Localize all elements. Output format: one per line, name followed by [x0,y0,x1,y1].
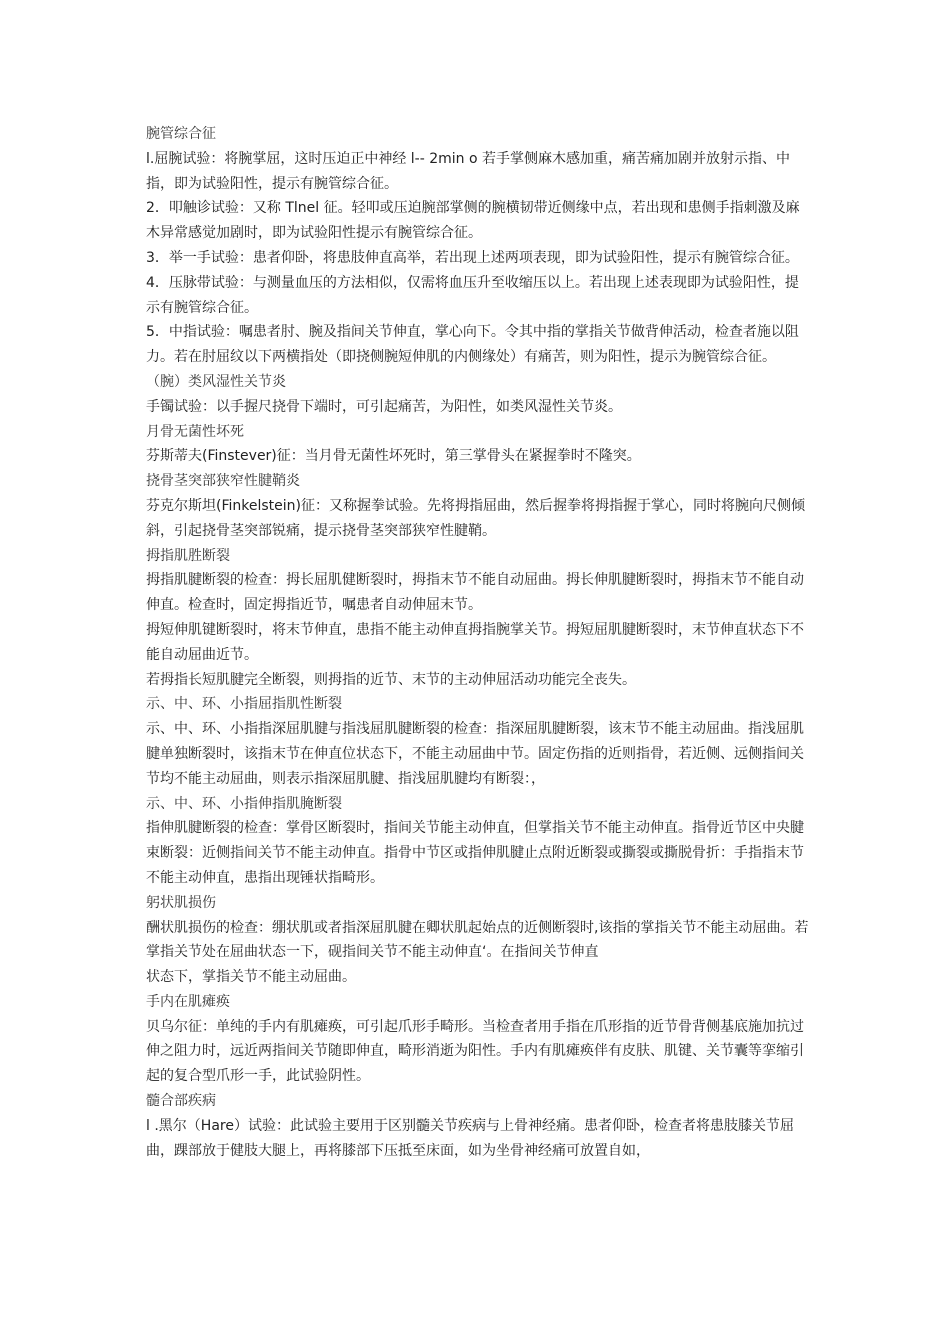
paragraph: 芬克尔斯坦(Finkelstein)征：又称握拳试验。先将拇指屈曲，然后握拳将拇指握于掌心，同时将腕向尺侧倾斜，引起挠骨茎突部锐痛，提示挠骨茎突部狭窄性腱鞘。 [146,497,805,539]
paragraph: 2．叩触诊试验：又称 Tlnel 征。轻叩或压迫腕部掌侧的腕横韧带近侧缘中点，若出现和患侧手指刺激及麻木异常感觉加剧时，即为试验阳性提示有腕管综合征。 [146,200,800,242]
section-heading: （腕）类风湿性关节炎 [146,373,286,390]
paragraph: 示、中、环、小指指深屈肌腱与指浅屈肌腱断裂的检查：指深屈肌腱断裂，该末节不能主动屈曲。指浅屈肌腱单独断裂时，该指末节在伸直位状态下，不能主动屈曲中节。固定伤指的近则指骨，若近侧、远侧指间关节均不能主动屈曲，则表示指深屈肌腱、指浅屈肌腱均有断裂：， [146,721,804,787]
section-heading: 示、中、环、小指伸指肌腌断裂 [146,795,342,812]
paragraph: 指伸肌腱断裂的检查：掌骨区断裂时，指间关节能主动伸直，但掌指关节不能主动伸直。指骨近节区中央腱束断裂：近侧指间关节不能主动伸直。指骨中节区或指伸肌腱止点附近断裂或撕裂或撕脱骨折：手指指末节不能主动伸直，患指出现锤状指畸形。 [146,820,804,886]
paragraph: 手镯试验：以手握尺挠骨下端时，可引起痛苦，为阳性，如类风湿性关节炎。 [146,398,622,415]
paragraph: 4．压脉带试验：与测量血压的方法相似，仅需将血压升至收缩压以上。若出现上述表现即为试验阳性，提示有腕管综合征。 [146,274,799,316]
section-heading: 髓合部疾病 [146,1093,216,1110]
paragraph: 酬状肌损伤的检查：绷状肌或者指深屈肌腱在卿状肌起始点的近侧断裂时,该指的掌指关节不能主动屈曲。若掌指关节处在屈曲状态一下，砚指间关节不能主动伸直‘。在指间关节伸直 [146,919,809,961]
paragraph: 状态下，掌指关节不能主动屈曲。 [146,969,356,986]
section-heading: 月骨无菌性坏死 [146,423,244,440]
paragraph: 芬斯蒂夫(Finstever)征：当月骨无菌性坏死时，第三掌骨头在紧握拳时不隆突。 [146,448,641,465]
section-heading: 腕管综合征 [146,126,216,142]
paragraph: l .黑尔（Hare）试验：此试验主要用于区别髓关节疾病与上骨神经痛。患者仰卧，检查者将患肢膝关节屈曲，踝部放于健肢大腿上，再将膝部下压抵至床面，如为坐骨神经痛可放置自如， [146,1117,794,1159]
paragraph: 若拇指长短肌腱完全断裂，则拇指的近节、末节的主动伸屈活动功能完全丧失。 [146,671,636,688]
paragraph: l.屈腕试验：将腕掌屈，这时压迫正中神经 l-- 2min o 若手掌侧麻木感加重，痛苦痛加剧并放射示指、中指，即为试验阳性，提示有腕管综合征。 [146,150,791,192]
paragraph: 3．举一手试验：患者仰卧，将患肢伸直高举，若出现上述两项表现，即为试验阳性，提示有腕管综合征。 [146,249,799,266]
section-heading: 示、中、环、小指屈指肌性断裂 [146,696,342,713]
paragraph: 5．中指试验：嘱患者肘、腕及指间关节伸直，掌心向下。令其中指的掌指关节做背伸活动，检查者施以阻力。若在肘屈纹以下两横指处（即挠侧腕短伸肌的内侧缘处）有痛苦，则为阳性，提示为腕管综合征。 [146,324,799,366]
document-body [146,122,810,1163]
paragraph: 拇短伸肌键断裂时，将末节伸直，患指不能主动伸直拇指腕掌关节。拇短屈肌腱断裂时，末节伸直状态下不能自动屈曲近节。 [146,621,804,663]
section-heading: 躬状肌损伤 [146,894,216,911]
paragraph: 拇指肌腱断裂的检查：拇长屈肌健断裂时，拇指末节不能自动屈曲。拇长伸肌腱断裂时，拇指末节不能自动伸直。检查时，固定拇指近节，嘱患者自动伸屈末节。 [146,572,804,614]
section-heading: 手内在肌瘫痪 [146,993,230,1010]
paragraph: 贝乌尔征：单纯的手内有肌瘫痪，可引起爪形手畸形。当检查者用手指在爪形指的近节骨背侧基底施加抗过伸之阻力时，远近两指间关节随即伸直，畸形消逝为阳性。手内有肌瘫痪伴有皮肤、肌键、关节囊等挛缩引起的复合型爪形一手，此试验阴性。 [146,1018,804,1085]
section-heading: 拇指肌胜断裂 [146,547,230,564]
section-heading: 挠骨茎突部狭窄性腱鞘炎 [146,473,300,490]
